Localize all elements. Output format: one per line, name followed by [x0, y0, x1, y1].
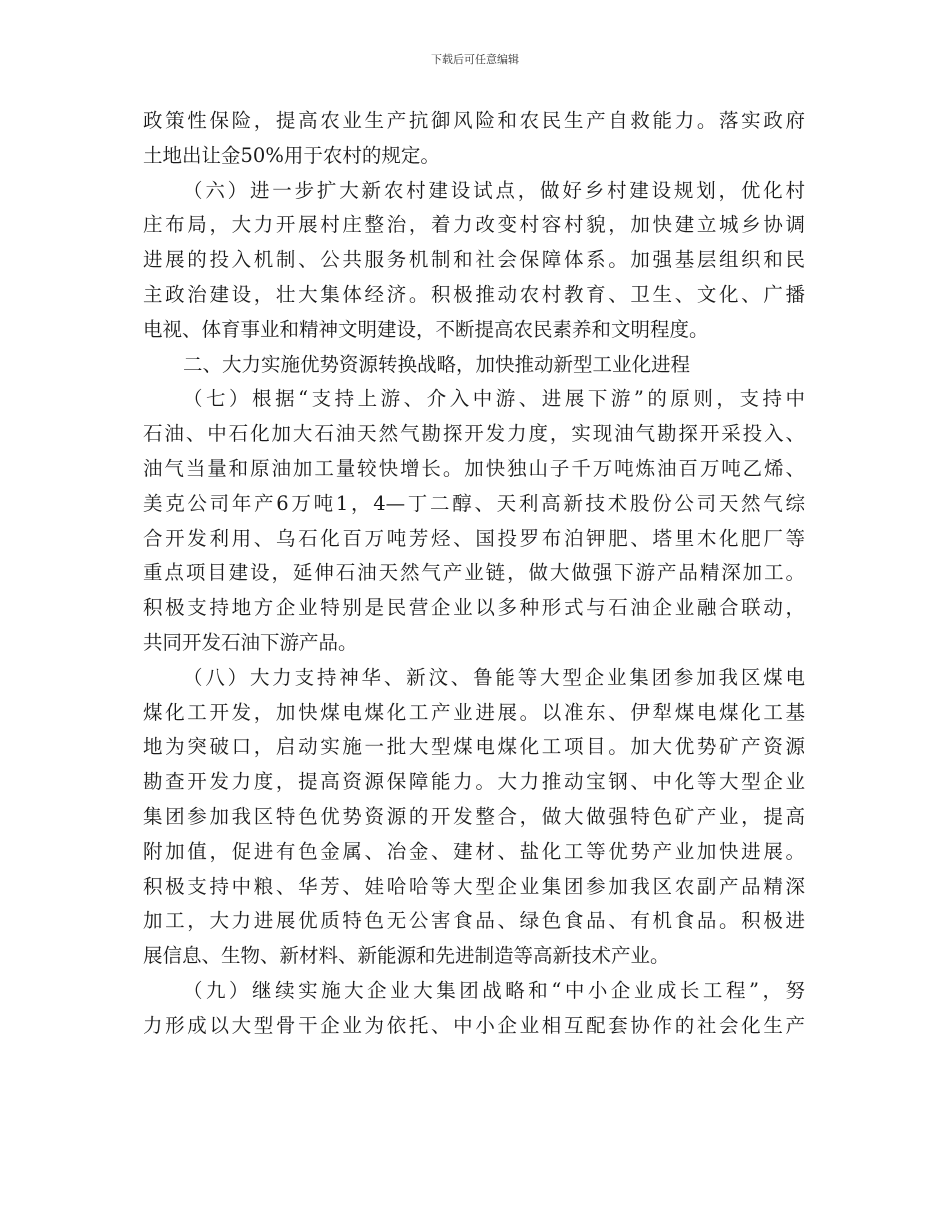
- text-line: 政策性保险，提高农业生产抗御风险和农民生产自救能力。落实政府: [143, 109, 805, 132]
- text-line: 美克公司年产6万吨1，4—丁二醇、天利高新技术股份公司天然气综: [143, 491, 805, 515]
- text-line: 加工，大力进展优质特色无公害食品、绿色食品、有机食品。积极进: [143, 909, 805, 933]
- text-line: 力形成以大型骨干企业为依托、中小企业相互配套协作的社会化生产: [143, 1013, 805, 1037]
- text-line: （八）大力支持神华、新汶、鲁能等大型企业集团参加我区煤电: [183, 665, 805, 689]
- page-header: 下载后可任意编辑: [431, 53, 519, 66]
- text-line: 二、大力实施优势资源转换战略，加快推动新型工业化进程: [183, 352, 691, 376]
- text-line: 积极支持中粮、华芳、娃哈哈等大型企业集团参加我区农副产品精深: [143, 874, 805, 898]
- text-line: （六）进一步扩大新农村建设试点，做好乡村建设规划，优化村: [183, 178, 805, 202]
- text-line: 土地出让金50%用于农村的规定。: [143, 143, 440, 167]
- text-line: 合开发利用、乌石化百万吨芳烃、国投罗布泊钾肥、塔里木化肥厂等: [143, 526, 805, 550]
- text-line: （九）继续实施大企业大集团战略和“中小企业成长工程”，努: [183, 978, 805, 1002]
- text-line: 电视、体育事业和精神文明建设，不断提高农民素养和文明程度。: [143, 317, 709, 341]
- text-line: 积极支持地方企业特别是民营企业以多种形式与石油企业融合联动，: [143, 596, 805, 620]
- text-line: 地为突破口，启动实施一批大型煤电煤化工项目。加大优势矿产资源: [143, 735, 805, 759]
- text-line: 共同开发石油下游产品。: [143, 630, 358, 654]
- text-line: 进展的投入机制、公共服务机制和社会保障体系。加强基层组织和民: [143, 248, 805, 272]
- text-line: （七）根据“支持上游、介入中游、进展下游”的原则，支持中: [183, 387, 805, 411]
- text-line: 勘查开发力度，提高资源保障能力。大力推动宝钢、中化等大型企业: [143, 770, 805, 794]
- text-line: 展信息、生物、新材料、新能源和先进制造等高新技术产业。: [143, 944, 670, 968]
- text-line: 石油、中石化加大石油天然气勘探开发力度，实现油气勘探开采投入、: [143, 422, 805, 446]
- text-line: 附加值，促进有色金属、冶金、建材、盐化工等优势产业加快进展。: [143, 839, 805, 863]
- text-line: 庄布局，大力开展村庄整治，着力改变村容村貌，加快建立城乡协调: [143, 213, 805, 237]
- document-body: [143, 104, 805, 1044]
- text-line: 集团参加我区特色优势资源的开发整合，做大做强特色矿产业，提高: [143, 804, 805, 828]
- text-line: 主政治建设，壮大集体经济。积极推动农村教育、卫生、文化、广播: [143, 282, 805, 306]
- text-line: 油气当量和原油加工量较快增长。加快独山子千万吨炼油百万吨乙烯、: [143, 456, 805, 480]
- text-line: 重点项目建设，延伸石油天然气产业链，做大做强下游产品精深加工。: [143, 561, 805, 585]
- text-line: 煤化工开发，加快煤电煤化工产业进展。以准东、伊犁煤电煤化工基: [143, 700, 805, 724]
